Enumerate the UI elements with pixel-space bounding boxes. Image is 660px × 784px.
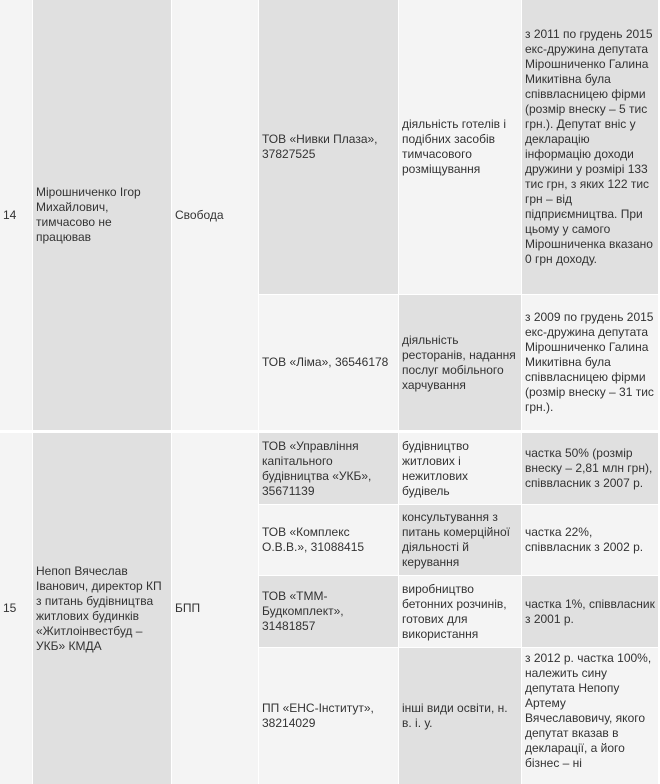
- table-cell-company: [259, 433, 398, 504]
- table-cell-note: [522, 505, 658, 575]
- row-number: 15: [3, 601, 17, 615]
- table-cell-activity: [399, 505, 521, 575]
- note-text: з 2012 р. частка 100%, належить сину депутата Непопу Артему Вячеславовичу, якого депутат вказав в декларації, а його бізнес – ні: [525, 651, 652, 770]
- row-number: 14: [3, 207, 17, 222]
- table-cell-note: [522, 0, 658, 294]
- table-cell-activity: [399, 433, 521, 504]
- table-cell-company: [259, 648, 398, 784]
- activity-text: виробництво бетонних розчинів, готових для використання: [402, 581, 507, 641]
- table-cell-number: [0, 433, 32, 784]
- deputy-name: Мірошниченко Ігор Михайлович, тимчасово не працював: [36, 185, 141, 244]
- table-cell-note: [522, 576, 658, 647]
- table-cell-party: [172, 433, 258, 784]
- table-cell-deputy: [33, 433, 171, 784]
- company-name: ТОВ «Ліма», 36546178: [262, 355, 389, 369]
- company-name: ТОВ «Нивки Плаза», 37827525: [262, 132, 378, 161]
- note-text: частка 22%, співвласник з 2002 р.: [525, 525, 644, 554]
- table-cell-deputy: [33, 0, 171, 430]
- table-cell-number: [0, 0, 32, 430]
- company-name: ПП «ЕНС-Інститут», 38214029: [262, 701, 374, 730]
- activity-text: діяльність ресторанів, надання послуг мобільного харчування: [402, 332, 516, 392]
- company-name: ТОВ «ТММ-Будкомплект», 31481857: [262, 589, 344, 633]
- note-text: з 2009 по грудень 2015 екс-дружина депутата Мірошниченко Галина Микитівна була співвласницею фірми (розмір внеску – 31 тис грн.).: [525, 310, 654, 414]
- company-name: ТОВ «Комплекс О.В.В.», 31088415: [262, 525, 365, 554]
- party-name: Свобода: [175, 207, 224, 222]
- note-text: з 2011 по грудень 2015 екс-дружина депутата Мірошниченко Галина Микитівна була співвласницею фірми (розмір внеску – 5 тис грн.). Депутат вніс у декларацію інформацію доходи дружини у розмірі 133 тис грн, з яких 122 тис грн – від підприємництва. При цьому у самого Мірошниченка вказано 0 грн доходу.: [525, 27, 653, 266]
- table-cell-company: [259, 505, 398, 575]
- table-cell-activity: [399, 576, 521, 647]
- activity-text: діяльність готелів і подібних засобів тимчасового розміщування: [402, 117, 506, 176]
- table-cell-company: [259, 576, 398, 647]
- activity-text: консультування з питань комерційної діяльності й керування: [402, 510, 510, 569]
- table-cell-company: [259, 295, 398, 430]
- table-cell-activity: [399, 648, 521, 784]
- table-cell-note: [522, 433, 658, 504]
- note-text: частка 50% (розмір внеску – 2,81 млн грн), співвласник з 2007 р.: [525, 446, 653, 490]
- activity-text: інші види освіти, н. в. і. у.: [402, 701, 508, 730]
- activity-text: будівництво житлових і нежитлових будівель: [402, 438, 469, 498]
- table-cell-note: [522, 648, 658, 784]
- table-cell-company: [259, 0, 398, 294]
- table-cell-activity: [399, 0, 521, 294]
- company-name: ТОВ «Управління капітального будівництва «УКБ», 35671139: [262, 438, 372, 498]
- table-cell-activity: [399, 295, 521, 430]
- table-cell-note: [522, 295, 658, 430]
- note-text: частка 1%, співвласник з 2001 р.: [525, 596, 655, 626]
- deputy-name: Непоп Вячеслав Іванович, директор КП з питань будівництва житлових будинків «Житлоінвестбуд – УКБ» КМДА: [36, 563, 162, 653]
- party-name: БПП: [175, 601, 201, 615]
- table-cell-party: [172, 0, 258, 430]
